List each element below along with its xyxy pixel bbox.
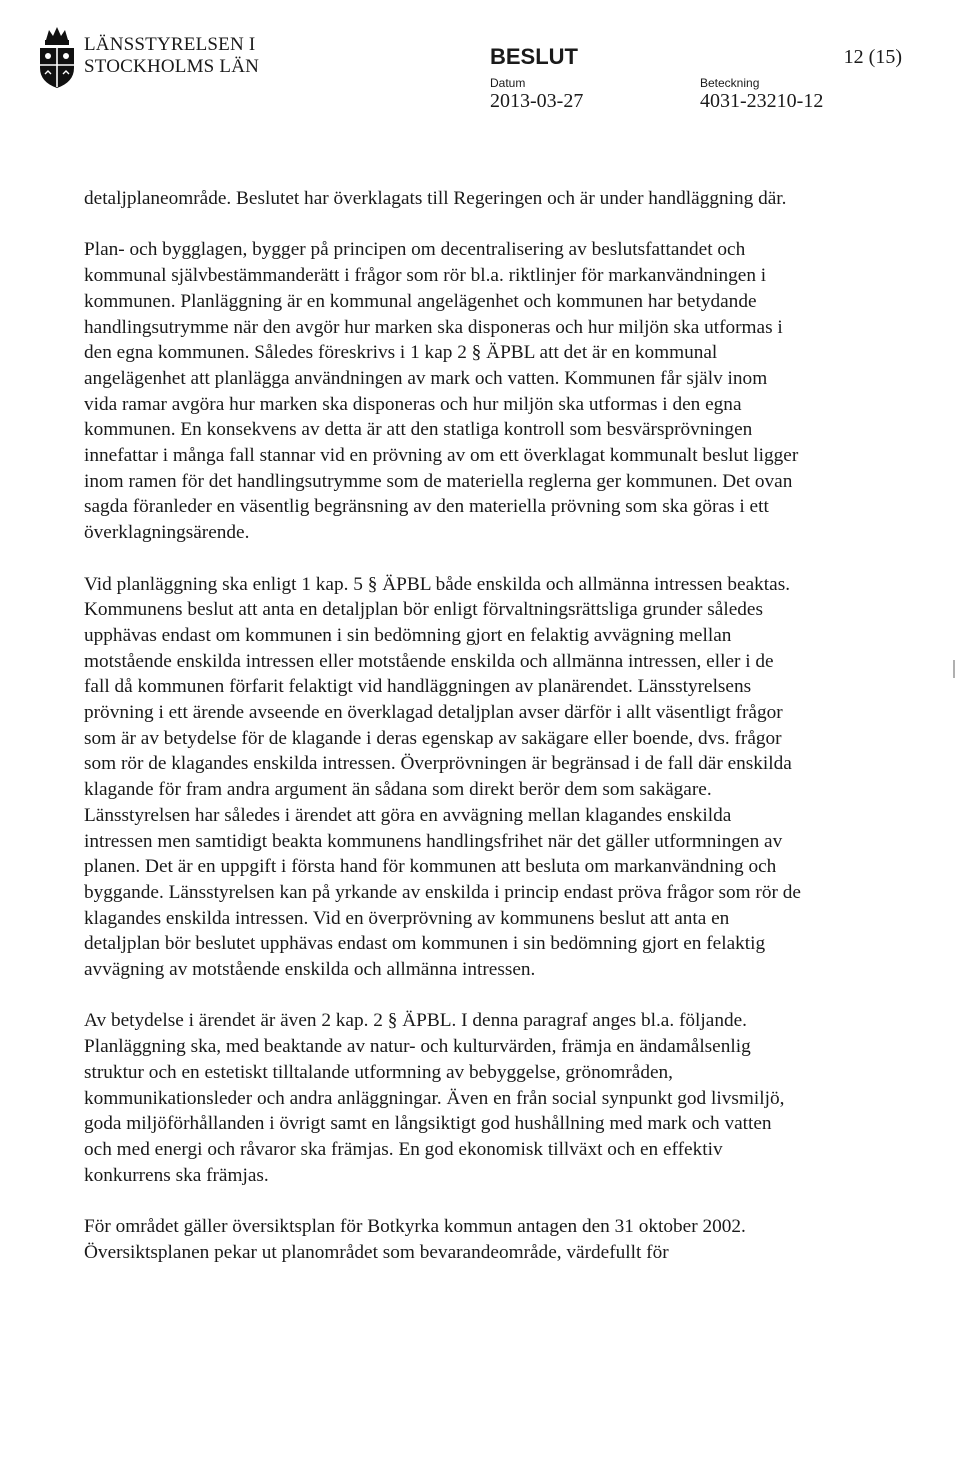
authority-name-line2: STOCKHOLMS LÄN bbox=[84, 56, 260, 77]
document-type: BESLUT bbox=[490, 44, 578, 69]
body-paragraph: Av betydelse i ärendet är även 2 kap. 2 § ÄPBL. I denna paragraf anges bl.a. följande. Planläggning ska, med beaktande av natur- och kulturvärden, främja en ändamålsenlig struktur och en estetiskt tilltalande utformning av bebyggelse, grönområden, kommunikationsleder och andra anläggningar. Även en från social synpunkt god livsmiljö, goda miljöförhållanden i övrigt samt en långsiktigt god hushållning med mark och vatten och med energi och råvaror ska främjas. En god ekonomisk tillväxt och en effektiv konkurrens ska främjas. bbox=[84, 1010, 785, 1186]
date-value: 2013-03-27 bbox=[490, 90, 584, 112]
body-paragraph: detaljplaneområde. Beslutet har överklagats till Regeringen och är under handläggning där. bbox=[84, 188, 787, 209]
body-paragraph: Vid planläggning ska enligt 1 kap. 5 § ÄPBL både enskilda och allmänna intressen beaktas. Kommunens beslut att anta en detaljplan bör enligt förvaltningsrättsliga grunder således upphävas endast om kommunen i sin bedömning gjort en felaktig avvägning mellan motstående enskilda intressen eller motstående enskilda och allmänna intressen, eller i de fall då kommunen förfarit felaktigt vid handläggningen av planärendet. Länsstyrelsens prövning i ett ärende avseende en överklagad detaljplan avser därför i allt väsentligt frågor som är av betydelse för de klagande i deras egenskap av sakägare eller boende, dvs. frågor som rör de klagandes enskilda intressen. Överprövningen är begränsad i de fall där enskilda klagande för fram andra argument än sådana som direkt berör dem som sakägare. Länsstyrelsen har således i ärendet att göra en avvägning mellan klagandes enskilda intressen men samtidigt beakta kommunens handlingsfrihet när det gäller utformningen av planen. Det är en uppgift i första hand för kommunen att besluta om markanvändning och byggande. Länsstyrelsen kan på yrkande av enskilda i princip endast pröva frågor som rör de klagandes enskilda intressen. Vid en överprövning av kommunens beslut att anta en detaljplan bör beslutet upphävas endast om kommunen i sin bedömning gjort en felaktig avvägning av motstående enskilda och allmänna intressen. bbox=[84, 573, 801, 981]
authority-name-line1: LÄNSSTYRELSEN I bbox=[84, 34, 256, 55]
page-number: 12 (15) bbox=[843, 46, 902, 68]
coat-of-arms-logo bbox=[36, 24, 78, 90]
reference-label: Beteckning bbox=[700, 76, 760, 90]
body-paragraph: Plan- och bygglagen, bygger på principen om decentralisering av beslutsfattandet och kommunal självbestämmanderätt i frågor som rör bl.a. riktlinjer för markanvändningen i kommunen. Planläggning är en kommunal angelägenhet och kommunen har betydande handlingsutrymme när den avgör hur marken ska disponeras och hur miljön ska utformas i den egna kommunen. Således föreskrivs i 1 kap 2 § ÄPBL att det är en kommunal angelägenhet att planlägga användningen av mark och vatten. Kommunen får själv inom vida ramar avgöra hur marken ska disponeras och hur miljön ska utformas i den egna kommunen. En konsekvens av detta är att den statliga kontroll som besvärsprövningen innefattar i många fall stannar vid en prövning av om ett överklagat kommunalt beslut ligger inom ramen för det handlingsutrymme som de materiella reglerna ger kommunen. Det ovan sagda föranleder en väsentlig begränsning av den materiella prövning som ska göras i ett överklagningsärende. bbox=[84, 239, 799, 544]
document-body bbox=[84, 186, 804, 1291]
authority-name bbox=[84, 34, 259, 78]
reference-value: 4031-23210-12 bbox=[700, 90, 824, 112]
scan-margin-mark bbox=[953, 660, 955, 678]
body-paragraph: För området gäller översiktsplan för Botkyrka kommun antagen den 31 oktober 2002. Översiktsplanen pekar ut planområdet som bevarandeområde, värdefullt för bbox=[84, 1216, 746, 1263]
date-label: Datum bbox=[490, 76, 526, 90]
